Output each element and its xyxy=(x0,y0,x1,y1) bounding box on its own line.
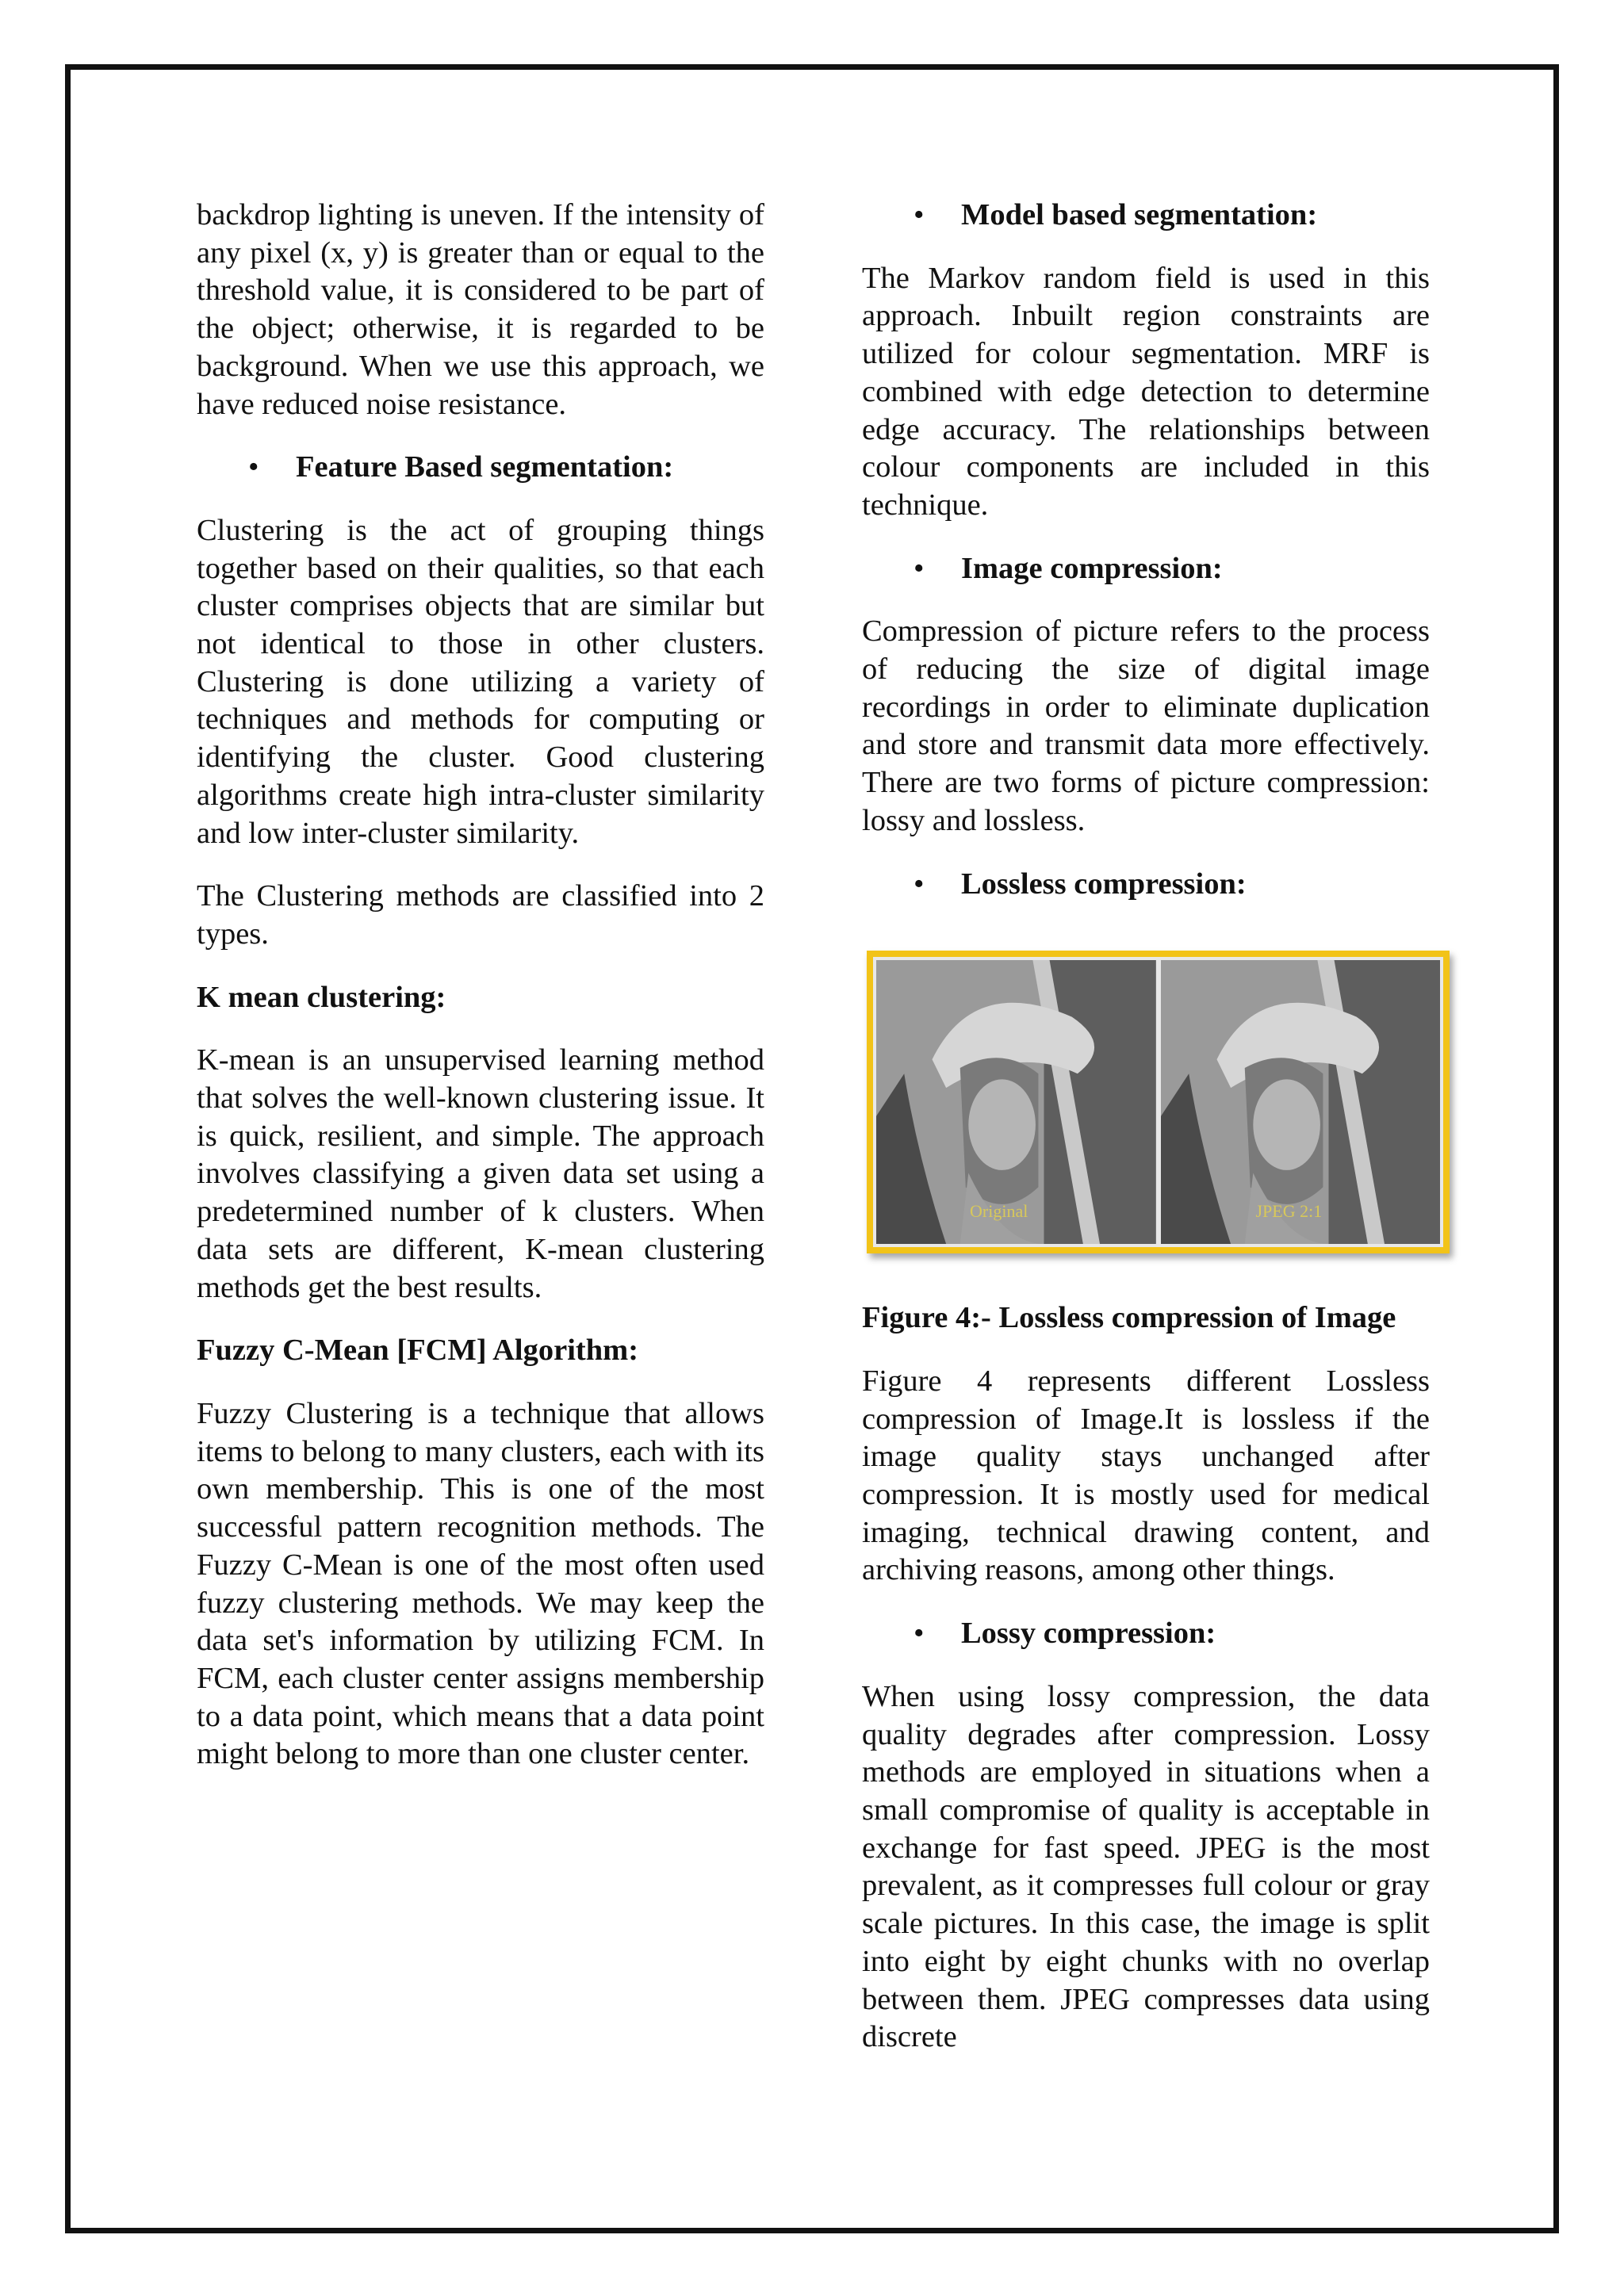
body-paragraph: K-mean is an unsupervised learning method that solves the well-known clustering issue. It is quick, resilient, and simple. The approach involves classifying a given data set using a predetermined number of k clusters. When data sets are different, K-mean clustering methods get the best results. xyxy=(197,1043,764,1304)
figure-label-original: Original xyxy=(970,1200,1028,1221)
body-paragraph: Compression of picture refers to the process of reducing the size of digital image recordings in order to eliminate duplication and store and transmit data more effectively. There are two forms of picture compression: lossy and lossless. xyxy=(862,614,1430,837)
body-paragraph: The Clustering methods are classified into 2 types. xyxy=(197,879,764,951)
bullet-heading-compression xyxy=(862,550,1430,588)
figure-lossless-compression xyxy=(867,951,1450,1253)
body-paragraph: Fuzzy Clustering is a technique that allows items to belong to many clusters, each with its own membership. This is one of the most successful pattern recognition methods. The Fuzzy C-Mean is one of the most often used fuzzy clustering methods. We may keep the data set's information by utilizing FCM. In FCM, each cluster center assigns membership to a data point, which means that a data point might belong to more than one cluster center. xyxy=(197,1396,764,1771)
section-heading-kmean: K mean clustering: xyxy=(197,980,446,1014)
figure-label-jpeg: JPEG 2:1 xyxy=(1255,1200,1323,1221)
left-column xyxy=(197,197,764,1799)
bullet-heading-feature xyxy=(197,449,764,487)
bullet-heading-label: Feature Based segmentation: xyxy=(296,450,674,484)
body-paragraph: Clustering is the act of grouping things together based on their qualities, so that each cluster comprises objects that are similar but not identical to those in other clusters. Clustering is done utilizing a variety of techniques and methods for computing or identifying the cluster. Good clustering algorithms create high intra-cluster similarity and low inter-cluster similarity. xyxy=(197,513,764,850)
bullet-heading-lossy xyxy=(862,1615,1430,1653)
figure-caption: Figure 4:- Lossless compression of Image xyxy=(862,1301,1396,1335)
body-paragraph: When using lossy compression, the data quality degrades after compression. Lossy methods are employed in situations when a small compromise of quality is acceptable in exchange for fast speed. JPEG is the most prevalent, as it compresses full colour or gray scale pictures. In this case, the image is split into eight by eight chunks with no overlap between them. JPEG compresses data using discrete xyxy=(862,1679,1430,2054)
bullet-icon: • xyxy=(914,198,925,232)
bullet-heading-model xyxy=(862,197,1430,235)
bullet-icon: • xyxy=(914,1617,925,1651)
body-paragraph: The Markov random field is used in this approach. Inbuilt region constraints are utilized for colour segmentation. MRF is combined with edge detection to determine edge accuracy. The relationships between colour components are included in this technique. xyxy=(862,261,1430,522)
bullet-heading-label: Image compression: xyxy=(961,551,1223,585)
body-paragraph: backdrop lighting is uneven. If the intensity of any pixel (x, y) is greater than or equal to the threshold value, it is considered to be part of the object; otherwise, it is regarded to be background. When we use this approach, we have reduced noise resistance. xyxy=(197,198,764,421)
bullet-heading-label: Lossless compression: xyxy=(961,867,1247,901)
body-paragraph: Figure 4 represents different Lossless compression of Image.It is lossless if the image quality stays unchanged after compression. It is mostly used for medical imaging, technical drawing content, and archiving reasons, among other things. xyxy=(862,1364,1430,1587)
bullet-icon: • xyxy=(248,450,259,484)
figure-panel-jpeg xyxy=(1161,960,1441,1244)
bullet-heading-lossless xyxy=(862,866,1430,904)
right-column xyxy=(862,197,1430,2082)
figure-panel-original xyxy=(876,960,1156,1244)
bullet-heading-label: Model based segmentation: xyxy=(961,198,1318,232)
bullet-heading-label: Lossy compression: xyxy=(961,1617,1216,1651)
bullet-icon: • xyxy=(914,551,925,585)
section-heading-fcm: Fuzzy C-Mean [FCM] Algorithm: xyxy=(197,1334,639,1368)
bullet-icon: • xyxy=(914,867,925,901)
